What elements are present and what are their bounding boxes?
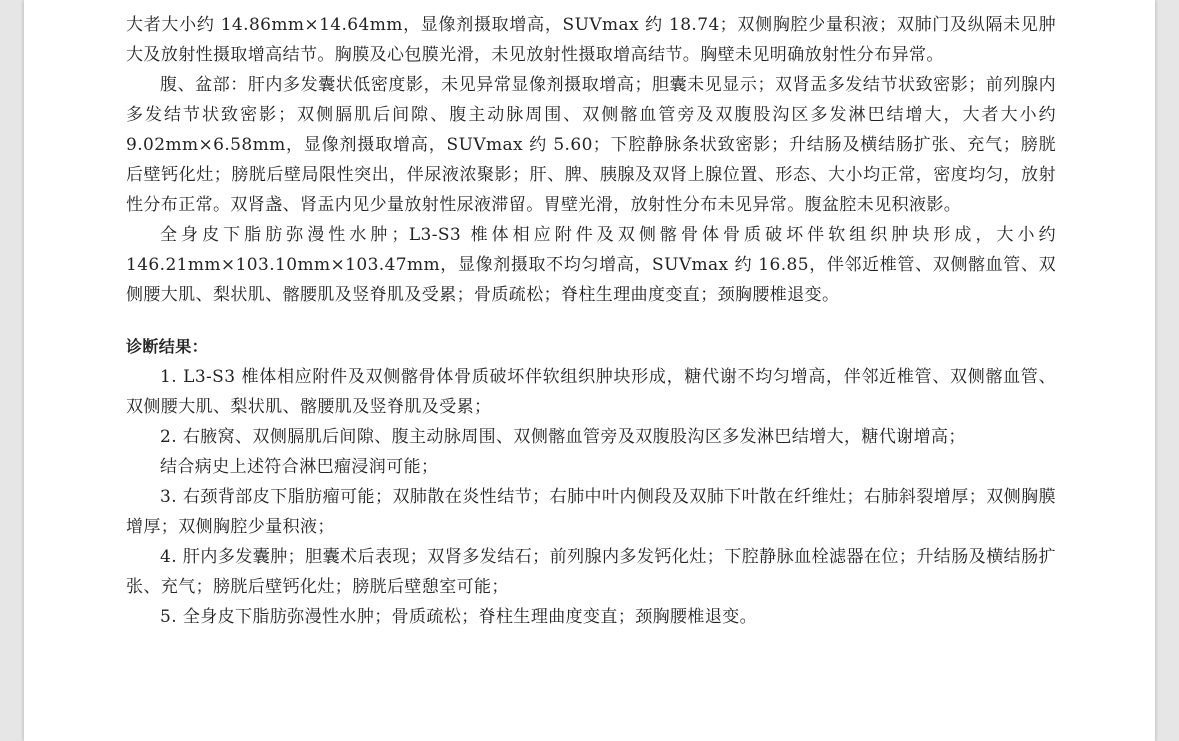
report-body [126, 10, 1056, 632]
diagnosis-heading: 诊断结果： [126, 337, 209, 356]
diagnosis-item-2: 2. 右腋窝、双侧膈肌后间隙、腹主动脉周围、双侧髂血管旁及双腹股沟区多发淋巴结增大，糖代谢增高； [160, 427, 966, 447]
document-page [24, 0, 1155, 741]
diagnosis-note: 结合病史上述符合淋巴瘤浸润可能； [160, 457, 439, 477]
findings-chest-paragraph: 大者大小约 14.86mm×14.64mm，显像剂摄取增高，SUVmax 约 18.74；双侧胸腔少量积液；双肺门及纵隔未见肿大及放射性摄取增高结节。胸膜及心包膜光滑，未见放射性摄取增高结节。胸壁未见明确放射性分布异常。 [126, 15, 1056, 65]
diagnosis-item-1: 1. L3-S3 椎体相应附件及双侧髂骨体骨质破坏伴软组织肿块形成，糖代谢不均匀增高，伴邻近椎管、双侧髂血管、双侧腰大肌、梨状肌、髂腰肌及竖脊肌及受累； [126, 367, 1056, 417]
diagnosis-item-3: 3. 右颈背部皮下脂肪瘤可能；双肺散在炎性结节；右肺中叶内侧段及双肺下叶散在纤维灶；右肺斜裂增厚；双侧胸膜增厚；双侧胸腔少量积液； [126, 487, 1056, 537]
diagnosis-item-4: 4. 肝内多发囊肿；胆囊术后表现；双肾多发结石；前列腺内多发钙化灶；下腔静脉血栓滤器在位；升结肠及横结肠扩张、充气；膀胱后壁钙化灶；膀胱后壁憩室可能； [126, 547, 1056, 597]
findings-skeletal-paragraph: 全身皮下脂肪弥漫性水肿；L3-S3 椎体相应附件及双侧髂骨体骨质破坏伴软组织肿块形成，大小约 146.21mm×103.10mm×103.47mm，显像剂摄取不均匀增高，SUVmax 约 16.85，伴邻近椎管、双侧髂血管、双侧腰大肌、梨状肌、髂腰肌及竖脊肌及受累；骨质疏松；脊柱生理曲度变直；颈胸腰椎退变。 [126, 225, 1056, 305]
findings-abdomen-paragraph: 腹、盆部：肝内多发囊状低密度影，未见异常显像剂摄取增高；胆囊未见显示；双肾盂多发结节状致密影；前列腺内多发结节状致密影；双侧膈肌后间隙、腹主动脉周围、双侧髂血管旁及双腹股沟区多发淋巴结增大，大者大小约 9.02mm×6.58mm，显像剂摄取增高，SUVmax 约 5.60；下腔静脉条状致密影；升结肠及横结肠扩张、充气；膀胱后壁钙化灶；膀胱后壁局限性突出，伴尿液浓聚影；肝、脾、胰腺及双肾上腺位置、形态、大小均正常，密度均匀，放射性分布正常。双肾盏、肾盂内见少量放射性尿液滞留。胃壁光滑，放射性分布未见异常。腹盆腔未见积液影。 [126, 75, 1056, 215]
section-spacer [126, 310, 1056, 332]
diagnosis-item-5: 5. 全身皮下脂肪弥漫性水肿；骨质疏松；脊柱生理曲度变直；颈胸腰椎退变。 [160, 607, 758, 627]
